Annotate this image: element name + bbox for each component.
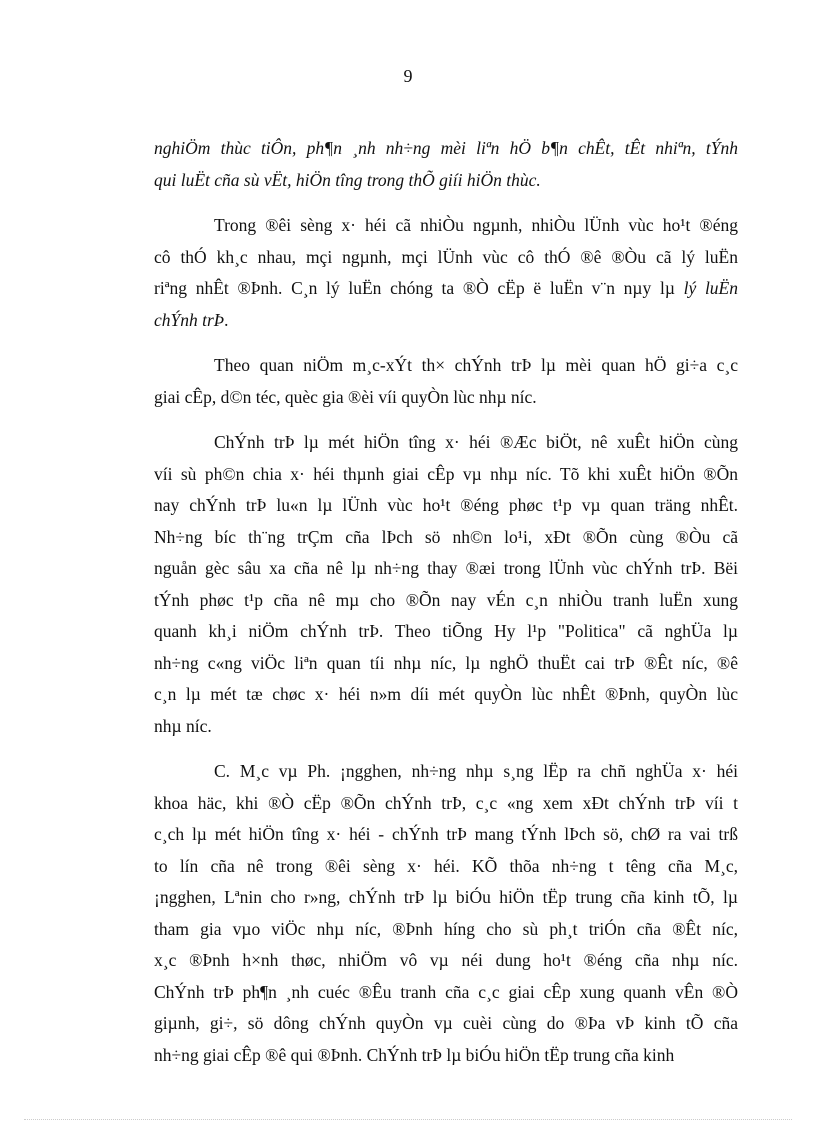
text-line: chÝnh trÞ.: [154, 309, 229, 330]
text-segment: lý luËn: [683, 278, 738, 298]
text-line: to lín cña nê trong ®êi sèng x· héi. KÕ thõa nh÷ng t têng cña M¸c,: [154, 855, 738, 876]
page-number: 9: [403, 66, 413, 86]
text-line: nh÷ng giai cÊp ®ê qui ®Þnh. ChÝnh trÞ lµ biÓu hiÖn tËp trung cña kinh: [154, 1044, 675, 1065]
text-line: [154, 273, 738, 305]
text-line: ChÝnh trÞ lµ mét hiÖn tîng x· héi ®Æc biÖt, nê xuÊt hiÖn cùng: [214, 432, 738, 452]
text-line: x¸c ®Þnh h×nh thøc, nhiÖm vô vµ néi dung ho¹t ®éng cña nhµ níc.: [154, 950, 738, 970]
text-line: tham gia vµo viÖc nhµ níc, ®Þnh híng cho sù ph¸t triÓn cña ®Êt níc,: [154, 918, 738, 939]
text-line: ¡ngghen, Lªnin cho r»ng, chÝnh trÞ lµ biÓu hiÖn tËp trung cña kinh tÕ, lµ: [154, 887, 738, 907]
text-line: giai cÊp, d©n téc, quèc gia ®èi víi quyÒn lùc nhµ níc.: [154, 386, 537, 407]
text-line: nay chÝnh trÞ lu«n lµ lÜnh vùc ho¹t ®éng phøc t¹p vµ quan träng nhÊt.: [154, 495, 738, 515]
text-line: qui luËt cña sù vËt, hiÖn tîng trong thÕ giíi hiÖn thùc.: [154, 169, 541, 190]
text-line: Theo quan niÖm m¸c-xÝt th× chÝnh trÞ lµ mèi quan hÖ gi÷a c¸c: [214, 355, 738, 375]
text-line: khoa häc, khi ®Ò cËp ®Õn chÝnh trÞ, c¸c «ng xem xÐt chÝnh trÞ víi t: [154, 792, 738, 813]
text-line: nguån gèc sâu xa cña nê lµ nh÷ng thay ®æi trong lÜnh vùc chÝnh trÞ. Bëi: [154, 558, 738, 578]
text-line: giµnh, gi÷, sö dông chÝnh quyÒn vµ cuèi cùng do ®Þa vÞ kinh tÕ cña: [154, 1013, 738, 1033]
text-line: c¸n lµ mét tæ chøc x· héi n»m díi mét quyÒn lùc nhÊt ®Þnh, quyÒn lùc: [154, 684, 738, 704]
paragraph: [154, 756, 738, 1071]
paragraph: [154, 133, 738, 196]
text-line: víi sù ph©n chia x· héi thµnh giai cÊp vµ nhµ níc. Tõ khi xuÊt hiÖn ®Õn: [154, 463, 738, 484]
text-line: Trong ®êi sèng x· héi cã nhiÒu ngµnh, nhiÒu lÜnh vùc ho¹t ®éng: [214, 215, 738, 235]
text-line: quanh kh¸i niÖm chÝnh trÞ. Theo tiÕng Hy l¹p "Politica" cã nghÜa lµ: [154, 621, 738, 641]
text-segment: riªng nhÊt ®Þnh. C¸n lý luËn chóng ta ®Ò cËp ë luËn v¨n nµy lµ: [154, 278, 684, 298]
text-line: tÝnh phøc t¹p cña nê mµ cho ®Õn nay vÉn c¸n nhiÒu tranh luËn xung: [154, 589, 738, 610]
text-line: C. M¸c vµ Ph. ¡ngghen, nh÷ng nhµ s¸ng lËp ra chñ nghÜa x· héi: [214, 761, 738, 781]
text-line: nghiÖm thùc tiÔn, ph¶n ¸nh nh÷ng mèi liªn hÖ b¶n chÊt, tÊt nhiªn, tÝnh: [154, 138, 738, 158]
paragraph: [154, 427, 738, 742]
paragraph: [154, 350, 738, 413]
text-line: Nh÷ng bíc th¨ng trÇm cña lÞch sö nh©n lo¹i, xÐt ®Õn cùng ®Òu cã: [154, 526, 738, 547]
text-line: c¸ch lµ mét hiÖn tîng x· héi - chÝnh trÞ mang tÝnh lÞch sö, chØ ra vai trß: [154, 824, 738, 844]
text-line: cô thÓ kh¸c nhau, mçi ngµnh, mçi lÜnh vùc cô thÓ ®ê ®Òu cã lý luËn: [154, 246, 738, 267]
text-line: nhµ níc.: [154, 715, 212, 736]
text-line: nh÷ng c«ng viÖc liªn quan tíi nhµ níc, lµ nghÖ thuËt cai trÞ ®Êt níc, ®ê: [154, 652, 738, 673]
paragraph: [154, 210, 738, 336]
text-line: ChÝnh trÞ ph¶n ¸nh cuéc ®Êu tranh cña c¸c giai cÊp xung quanh vÊn ®Ò: [154, 981, 738, 1002]
body-text: [154, 133, 738, 1085]
page-bottom-edge: [24, 1119, 792, 1120]
